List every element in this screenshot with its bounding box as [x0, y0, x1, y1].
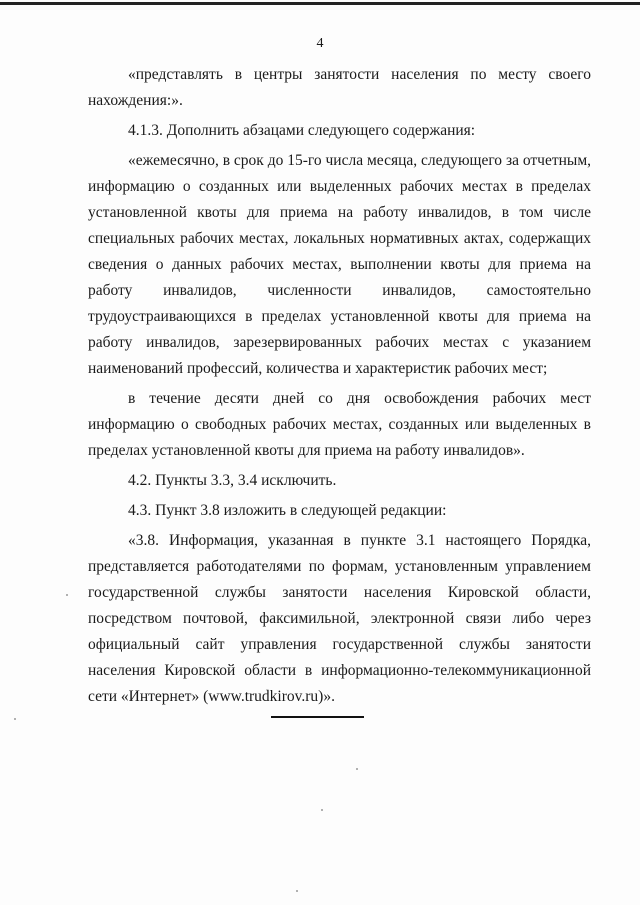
paragraph-5: 4.2. Пункты 3.3, 3.4 исключить. [128, 472, 337, 489]
page-number: 4 [316, 36, 324, 51]
scan-speck [14, 718, 16, 720]
scan-speck [296, 890, 298, 892]
paragraph-7: «3.8. Информация, указанная в пункте 3.1 настоящего Порядка, представляется работодателями по формам, установленным управлением государственной службы занятости населения Кировской области, посредством почтовой, факсимильной, электронной связи либо через официальный сайт управления государственной службы занятости населения Кировской области в информационно-телекоммуникационной сети «Интернет» (www.trudkirov.ru)». [88, 532, 591, 705]
top-edge-rule [0, 2, 640, 5]
scan-speck [356, 768, 358, 770]
scan-speck [66, 594, 68, 596]
paragraph-1: «представлять в центры занятости населения по месту своего нахождения:». [88, 66, 591, 109]
paragraph-3: «ежемесячно, в срок до 15-го числа месяца, следующего за отчетным, информацию о созданных или выделенных рабочих местах в пределах установленной квоты для приема на работу инвалидов, в том числе специальных рабочих местах, локальных нормативных актах, содержащих сведения о данных рабочих местах, выполнении квоты для приема на работу инвалидов, численности инвалидов, самостоятельно трудоустраивающихся в пределах установленной квоты для приема на работу инвалидов, зарезервированных рабочих местах с указанием наименований профессий, количества и характеристик рабочих мест; [88, 152, 591, 377]
closing-rule [271, 716, 364, 718]
scan-speck [321, 809, 323, 811]
document-body [88, 62, 591, 710]
paragraph-2: 4.1.3. Дополнить абзацами следующего содержания: [128, 122, 476, 139]
paragraph-4: в течение десяти дней со дня освобождения рабочих мест информацию о свободных рабочих местах, созданных или выделенных в пределах установленной квоты для приема на работу инвалидов». [88, 390, 591, 459]
paragraph-6: 4.3. Пункт 3.8 изложить в следующей редакции: [128, 502, 447, 519]
